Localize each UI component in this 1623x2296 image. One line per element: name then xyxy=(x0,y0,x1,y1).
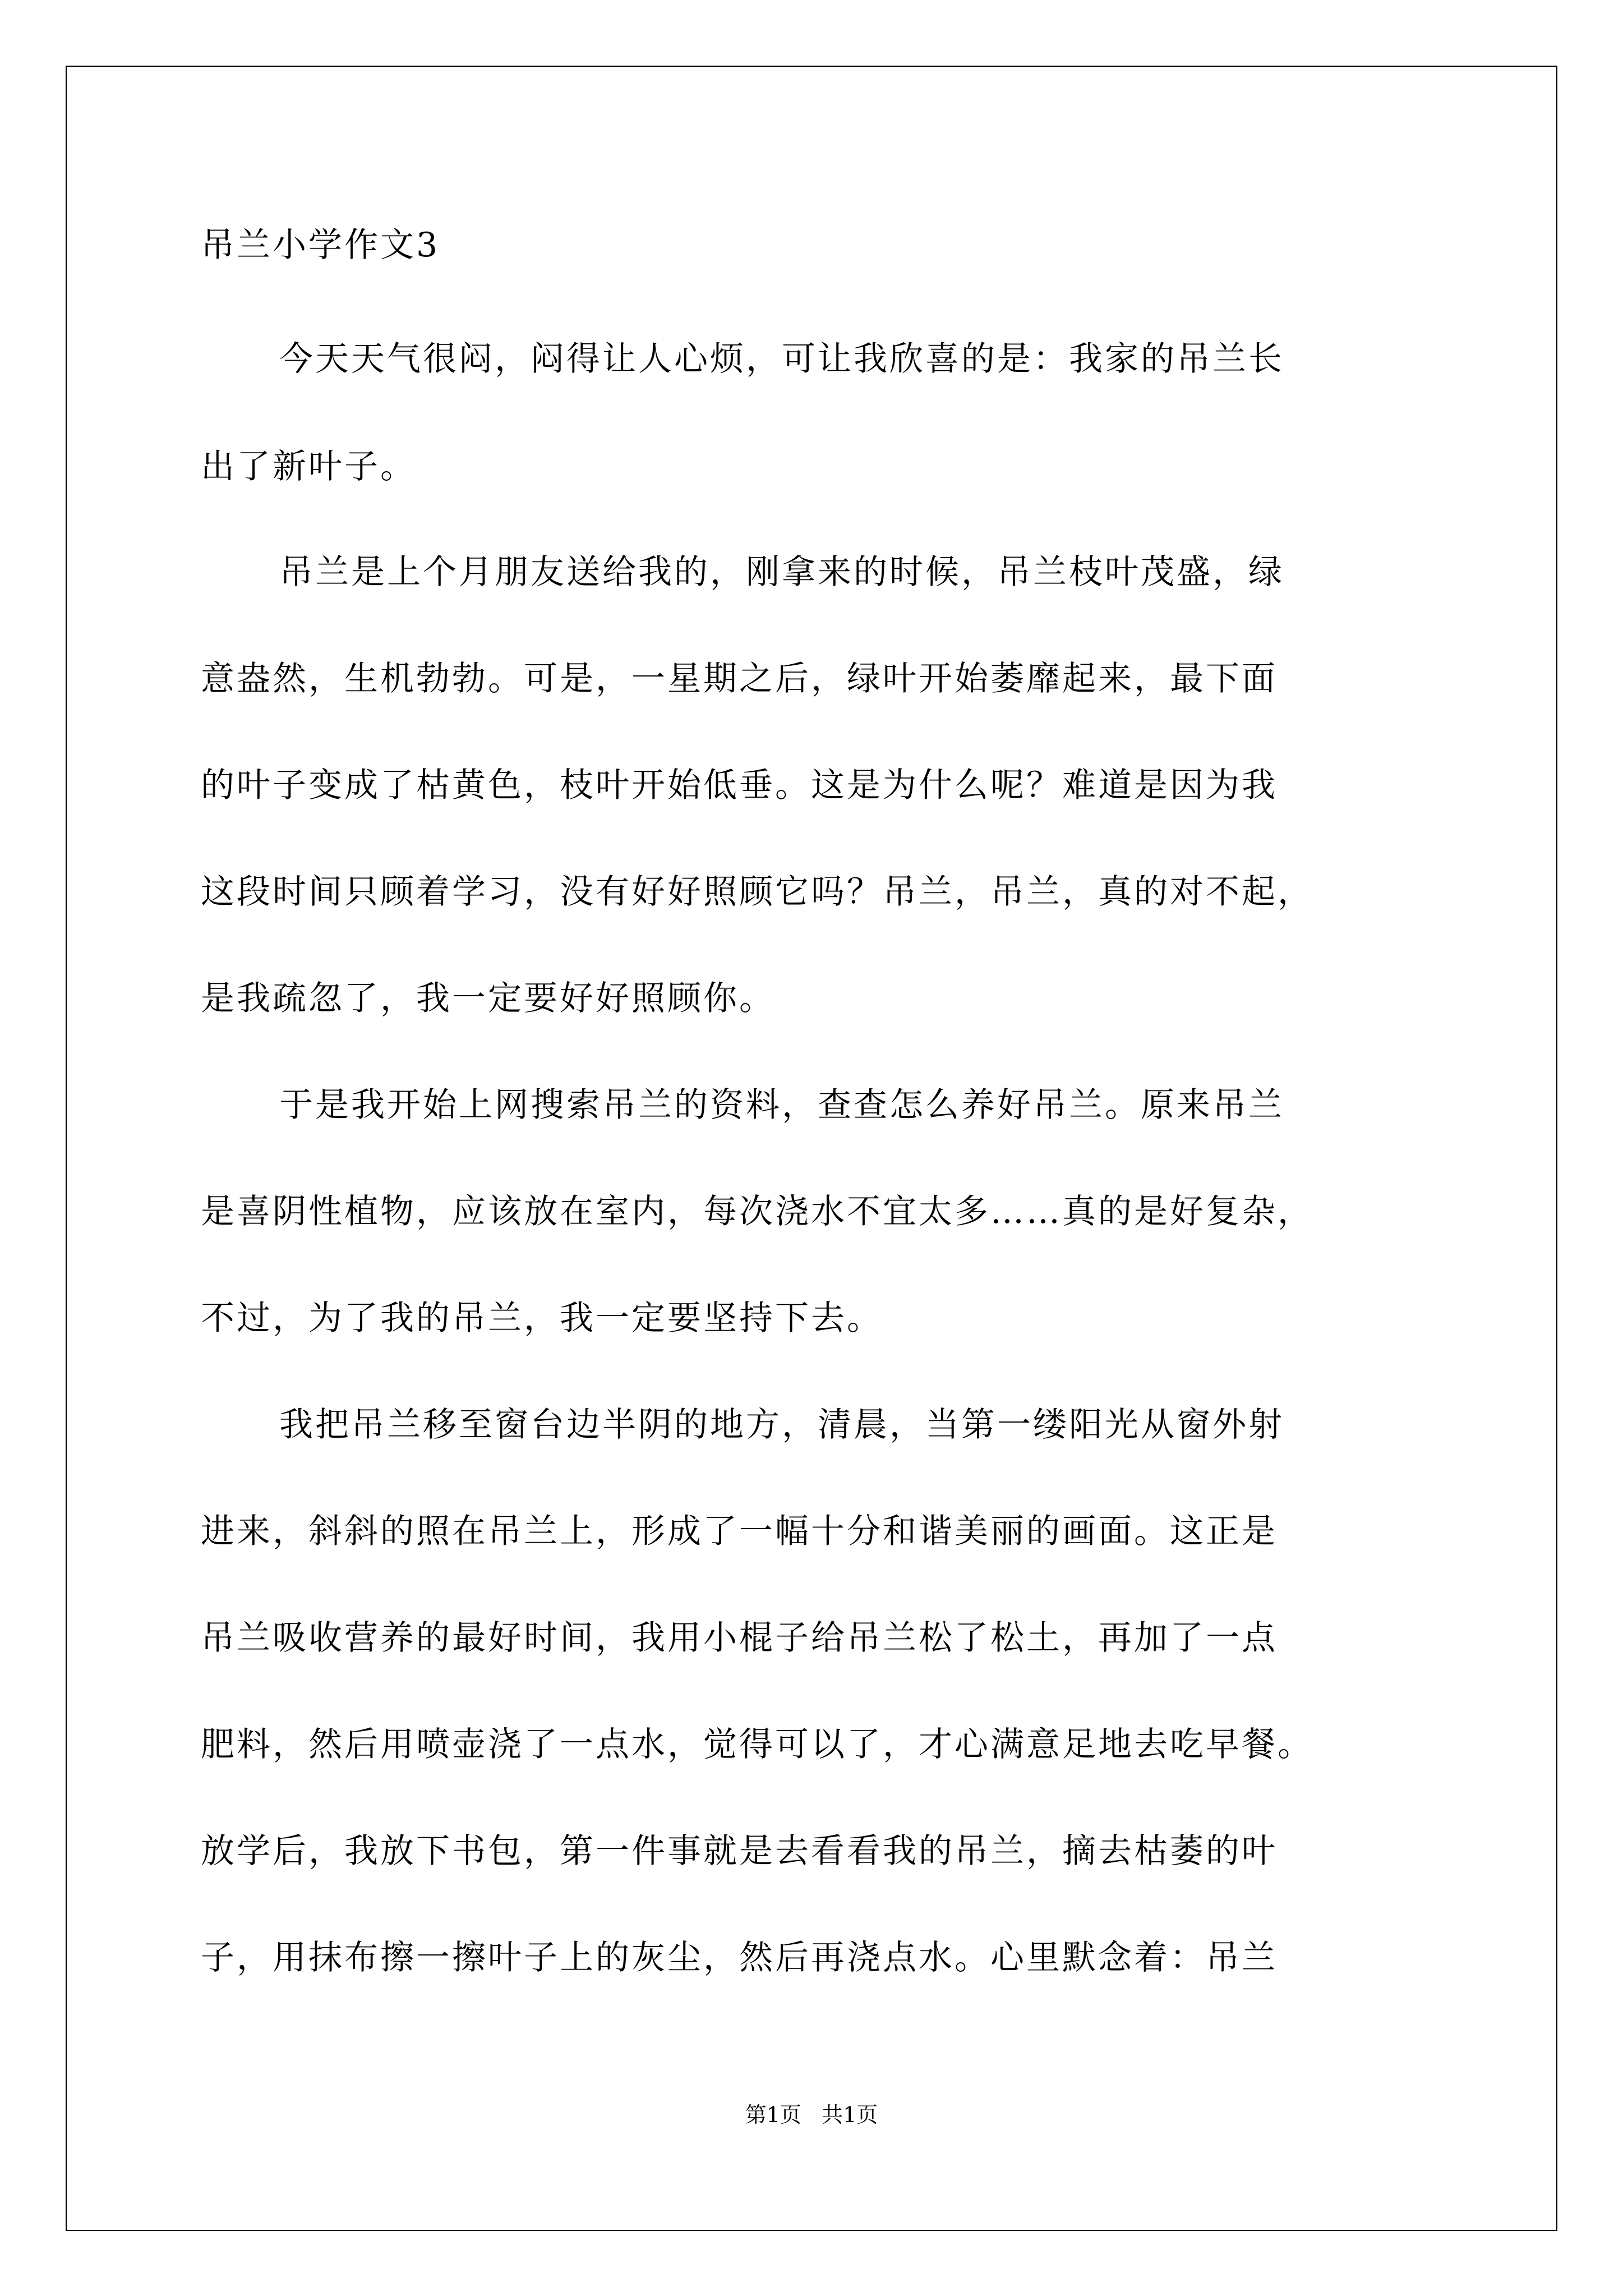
paragraph-3-line-1: 于是我开始上网搜索吊兰的资料，查查怎么养好吊兰。原来吊兰 xyxy=(279,1085,1284,1125)
paragraph-2-line-3: 的叶子变成了枯黄色，枝叶开始低垂。这是为什么呢？难道是因为我 xyxy=(201,766,1278,805)
paragraph-2-line-1: 吊兰是上个月朋友送给我的，刚拿来的时候，吊兰枝叶茂盛，绿 xyxy=(279,553,1284,592)
page-border xyxy=(66,66,1557,2231)
page-footer: 第1页 共1页 xyxy=(745,2102,878,2127)
paragraph-4-line-4: 肥料，然后用喷壶浇了一点水，觉得可以了，才心满意足地去吃早餐。 xyxy=(201,1725,1313,1764)
paragraph-3-line-3: 不过，为了我的吊兰，我一定要坚持下去。 xyxy=(201,1299,883,1338)
paragraph-1-line-2: 出了新叶子。 xyxy=(201,447,416,486)
paragraph-4-line-5: 放学后，我放下书包，第一件事就是去看看我的吊兰，摘去枯萎的叶 xyxy=(201,1832,1278,1871)
paragraph-2-line-4: 这段时间只顾着学习，没有好好照顾它吗？吊兰，吊兰，真的对不起， xyxy=(201,872,1313,912)
paragraph-4-line-6: 子，用抹布擦一擦叶子上的灰尘，然后再浇点水。心里默念着：吊兰 xyxy=(201,1938,1278,1977)
paragraph-2-line-5: 是我疏忽了，我一定要好好照顾你。 xyxy=(201,979,775,1018)
paragraph-4-line-2: 进来，斜斜的照在吊兰上，形成了一幅十分和谐美丽的画面。这正是 xyxy=(201,1512,1278,1551)
paragraph-1-line-1: 今天天气很闷，闷得让人心烦，可让我欣喜的是：我家的吊兰长 xyxy=(279,339,1284,379)
paragraph-4-line-1: 我把吊兰移至窗台边半阴的地方，清晨，当第一缕阳光从窗外射 xyxy=(279,1405,1284,1444)
paragraph-2-line-2: 意盎然，生机勃勃。可是，一星期之后，绿叶开始萎靡起来，最下面 xyxy=(201,659,1278,698)
document-title: 吊兰小学作文3 xyxy=(201,226,440,265)
paragraph-3-line-2: 是喜阴性植物，应该放在室内，每次浇水不宜太多……真的是好复杂， xyxy=(201,1192,1313,1231)
paragraph-4-line-3: 吊兰吸收营养的最好时间，我用小棍子给吊兰松了松土，再加了一点 xyxy=(201,1618,1278,1658)
